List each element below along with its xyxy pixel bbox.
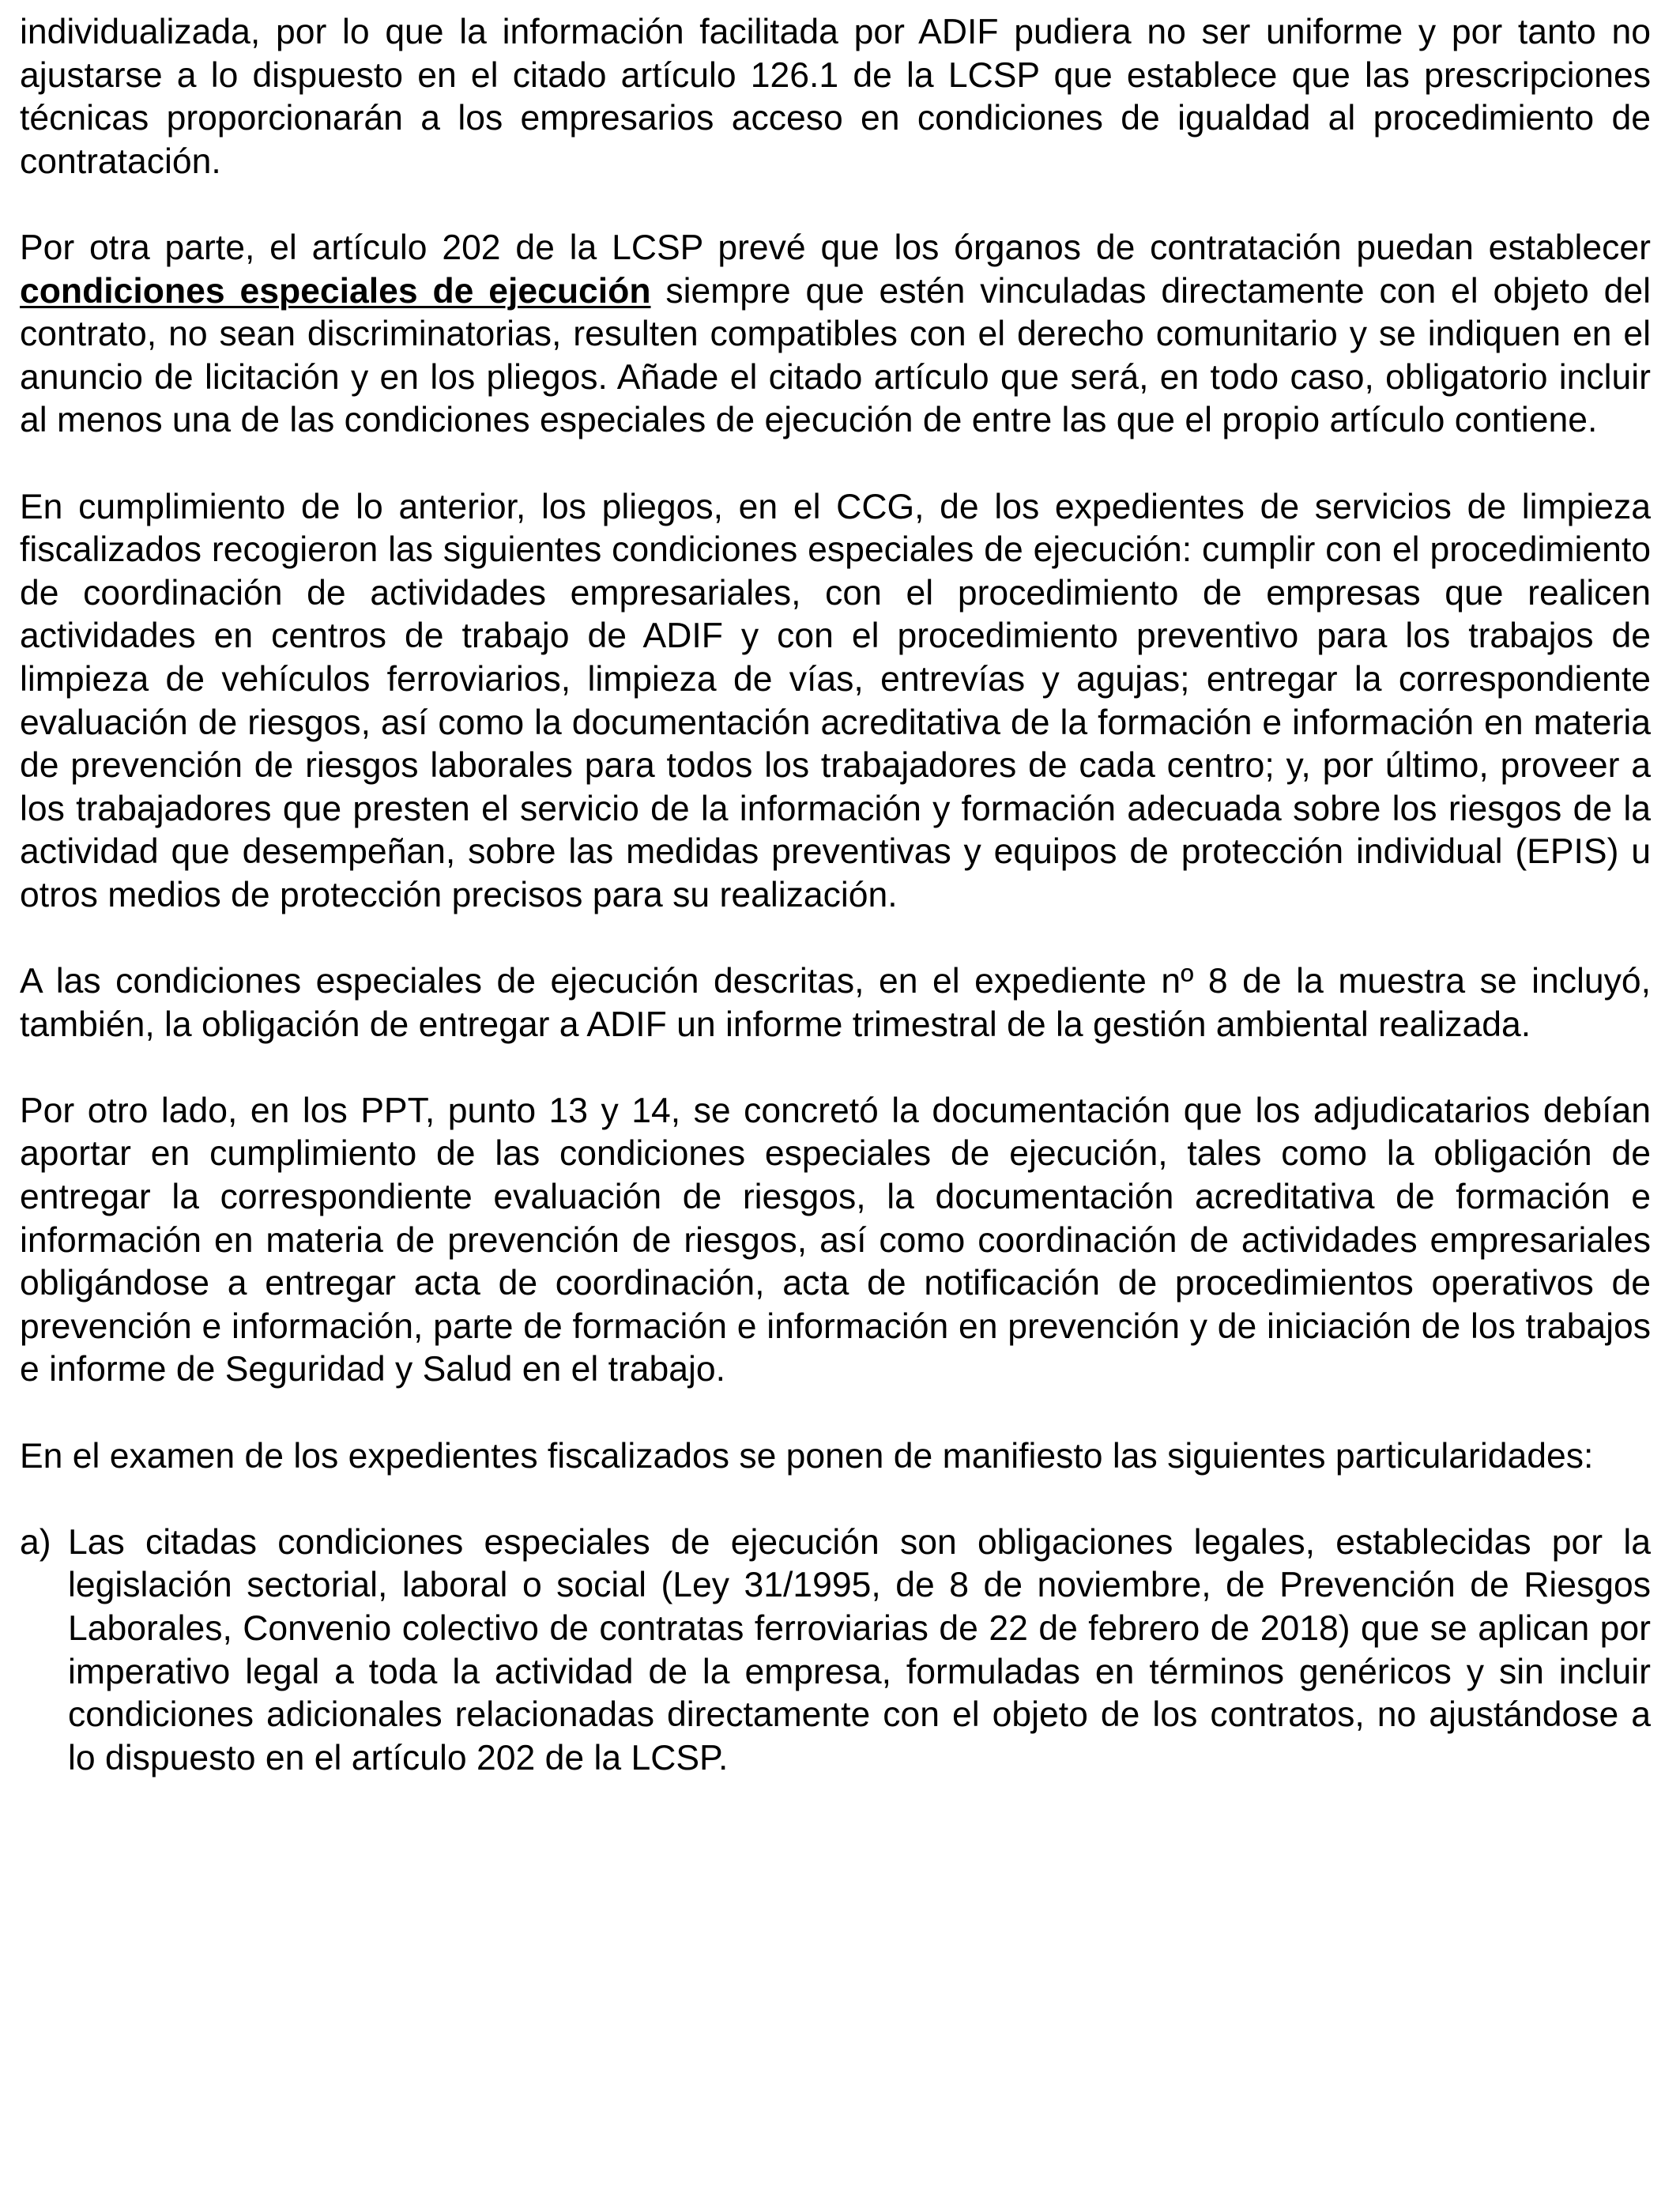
list-item-a xyxy=(20,1521,1651,1781)
paragraph-3: En cumplimiento de lo anterior, los pliegos, en el CCG, de los expedientes de servicios de limpieza fiscalizados recogieron las siguientes condiciones especiales de ejecución: cumplir con el procedimiento de coordinación de actividades empresariales, con el procedimiento de empresas que realicen actividades en centros de trabajo de ADIF y con el procedimiento preventivo para los trabajos de limpieza de vehículos ferroviarios, limpieza de vías, entrevías y agujas; entregar la correspondiente evaluación de riesgos, así como la documentación acreditativa de la formación e información en materia de prevención de riesgos laborales para todos los trabajadores de cada centro; y, por último, proveer a los trabajadores que presten el servicio de la información y formación adecuada sobre los riesgos de la actividad que desempeñan, sobre las medidas preventivas y equipos de protección individual (EPIS) u otros medios de protección precisos para su realización. xyxy=(20,487,1651,914)
paragraph-5: Por otro lado, en los PPT, punto 13 y 14, se concretó la documentación que los adjudicatarios debían aportar en cumplimiento de las condiciones especiales de ejecución, tales como la obligación de entregar la correspondiente evaluación de riesgos, la documentación acreditativa de formación e información en materia de prevención de riesgos, así como coordinación de actividades empresariales obligándose a entregar acta de coordinación, acta de notificación de procedimientos operativos de prevención e información, parte de formación e información en prevención y de iniciación de los trabajos e informe de Seguridad y Salud en el trabajo. xyxy=(20,1091,1651,1389)
list-marker: a) xyxy=(20,1522,51,1562)
paragraph-2 xyxy=(20,227,1651,443)
paragraph-1: individualizada, por lo que la información facilitada por ADIF pudiera no ser uniforme y por tanto no ajustarse a lo dispuesto en el citado artículo 126.1 de la LCSP que establece que las prescripciones técnicas proporcionarán a los empresarios acceso en condiciones de igualdad al procedimiento de contratación. xyxy=(20,13,1651,181)
paragraph-4: A las condiciones especiales de ejecución descritas, en el expediente nº 8 de la muestra se incluyó, también, la obligación de entregar a ADIF un informe trimestral de la gestión ambiental realizada. xyxy=(20,962,1651,1044)
paragraph-2-lead: Por otra parte, el artículo 202 de la LCSP prevé que los órganos de contratación puedan establecer xyxy=(20,228,1651,267)
document-page xyxy=(20,11,1651,1780)
paragraph-2-rest: siempre que estén vinculadas directamente con el objeto del contrato, no sean discriminatorias, resulten compatibles con el derecho comunitario y se indiquen en el anuncio de licitación y en los pliegos. Añade el citado artículo que será, en todo caso, obligatorio incluir al menos una de las condiciones especiales de ejecución de entre las que el propio artículo contiene. xyxy=(20,271,1651,440)
emphasized-term: condiciones especiales de ejecución xyxy=(20,271,651,311)
list-item-text: Las citadas condiciones especiales de ejecución son obligaciones legales, establecidas por la legislación sectorial, laboral o social (Ley 31/1995, de 8 de noviembre, de Prevención de Riesgos Laborales, Convenio colectivo de contratas ferroviarias de 22 de febrero de 2018) que se aplican por imperativo legal a toda la actividad de la empresa, formuladas en términos genéricos y sin incluir condiciones adicionales relacionadas directamente con el objeto de los contratos, no ajustándose a lo dispuesto en el artículo 202 de la LCSP. xyxy=(68,1522,1651,1777)
paragraph-6: En el examen de los expedientes fiscalizados se ponen de manifiesto las siguientes particularidades: xyxy=(20,1436,1594,1476)
